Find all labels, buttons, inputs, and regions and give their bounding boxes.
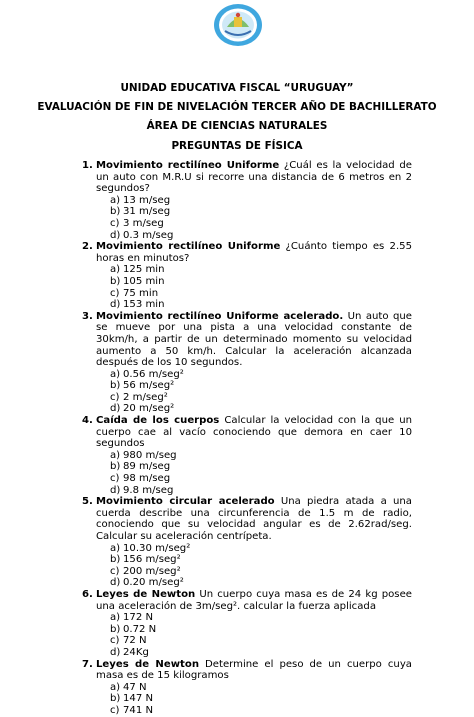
answer-option	[96, 369, 412, 381]
option-text: 72 N	[123, 635, 147, 647]
option-text: 980 m/seg	[123, 449, 177, 461]
answer-option	[96, 450, 412, 462]
question-text	[96, 241, 412, 264]
option-text: 200 m/seg²	[123, 565, 181, 577]
option-text: 3 m/seg	[123, 217, 164, 229]
area-title: ÁREA DE CIENCIAS NATURALES	[146, 120, 328, 132]
option-text: 20 m/seg²	[123, 403, 175, 415]
option-text: 75 min	[123, 287, 159, 299]
question-text	[96, 415, 412, 450]
question-topic: Movimiento rectilíneo Uniforme	[96, 160, 280, 171]
answer-option	[96, 485, 412, 497]
answer-options	[96, 612, 412, 658]
answer-option	[96, 543, 412, 555]
option-letter: b)	[110, 554, 121, 566]
answer-options	[96, 543, 412, 589]
option-letter: d)	[110, 577, 121, 589]
question-text	[96, 659, 412, 682]
question-topic: Movimiento rectilíneo Uniforme acelerado.	[96, 310, 344, 322]
option-text: 741 N	[123, 704, 154, 716]
answer-option	[96, 473, 412, 485]
option-letter: c)	[110, 217, 120, 229]
question-topic: Leyes de Newton	[96, 658, 199, 670]
option-text: 24Kg	[123, 646, 149, 658]
option-letter: b)	[110, 206, 121, 218]
answer-option	[96, 624, 412, 636]
option-text: 98 m/seg	[123, 473, 171, 485]
option-text: 153 min	[123, 299, 165, 311]
option-text: 0.20 m/seg²	[123, 577, 184, 589]
option-text: 47 N	[123, 681, 147, 693]
option-letter: c)	[110, 287, 120, 299]
question-item	[82, 415, 412, 496]
answer-option	[96, 206, 412, 218]
question-number: 5.	[82, 496, 93, 508]
option-letter: d)	[110, 646, 121, 658]
question-item	[82, 160, 412, 241]
question-item	[82, 241, 412, 311]
question-body: Un auto que se mueve por una pista a una velocidad constante de 30km/h, a partir de un determinado momento su velocidad aumento a 50 km/h. Calcular la aceleración alcanzada después de los 10 segundos.	[96, 310, 412, 369]
school-crest-logo-icon	[213, 3, 263, 47]
option-letter: d)	[110, 403, 121, 415]
answer-option	[96, 705, 412, 717]
option-text: 31 m/seg	[123, 206, 171, 218]
option-text: 0.72 N	[123, 623, 157, 635]
answer-option	[96, 635, 412, 647]
option-letter: c)	[110, 391, 120, 403]
option-text: 56 m/seg²	[123, 380, 175, 392]
question-number: 7.	[82, 658, 93, 670]
option-letter: b)	[110, 623, 121, 635]
question-list	[82, 160, 412, 717]
option-letter: a)	[110, 681, 121, 693]
answer-option	[96, 392, 412, 404]
question-body: ¿Cuánto tiempo es 2.55 horas en minutos?	[96, 241, 412, 264]
question-topic: Caída de los cuerpos	[96, 415, 220, 427]
question-text	[96, 589, 412, 612]
option-letter: a)	[110, 612, 121, 624]
question-body: Una piedra atada a una cuerda describe una circunferencia de 1.5 m de radio, conociendo que su velocidad angular es de 2.62rad/seg. Calcular su aceleración centrípeta.	[96, 496, 412, 542]
option-letter: b)	[110, 275, 121, 287]
option-letter: b)	[110, 461, 121, 473]
question-topic: Movimiento circular acelerado	[96, 496, 275, 508]
option-letter: b)	[110, 693, 121, 705]
answer-option	[96, 461, 412, 473]
option-letter: c)	[110, 473, 120, 485]
answer-option	[96, 554, 412, 566]
option-letter: a)	[110, 194, 121, 206]
question-number: 6.	[82, 588, 93, 600]
option-text: 0.3 m/seg	[123, 229, 174, 241]
question-item	[82, 589, 412, 659]
option-letter: d)	[110, 229, 121, 241]
answer-options	[96, 195, 412, 241]
answer-options	[96, 369, 412, 415]
question-topic: Movimiento rectilíneo Uniforme	[96, 241, 281, 253]
question-number: 1.	[82, 160, 93, 171]
school-name: UNIDAD EDUCATIVA FISCAL “URUGUAY”	[120, 82, 354, 94]
option-text: 10.30 m/seg²	[123, 542, 191, 554]
answer-option	[96, 403, 412, 415]
question-item	[82, 659, 412, 717]
option-text: 125 min	[123, 264, 165, 276]
option-text: 89 m/seg	[123, 461, 171, 473]
question-text	[96, 496, 412, 542]
answer-option	[96, 647, 412, 659]
option-letter: c)	[110, 635, 120, 647]
question-number: 3.	[82, 310, 93, 322]
answer-option	[96, 218, 412, 230]
option-letter: a)	[110, 368, 121, 380]
option-letter: d)	[110, 484, 121, 496]
answer-option	[96, 566, 412, 578]
subject-title: PREGUNTAS DE FÍSICA	[171, 140, 303, 152]
answer-option	[96, 264, 412, 276]
answer-options	[96, 450, 412, 496]
question-number: 4.	[82, 415, 93, 427]
question-body: Determine el peso de un cuerpo cuya masa es de 15 kilogramos	[96, 658, 412, 682]
option-letter: a)	[110, 542, 121, 554]
question-body: Un cuerpo cuya masa es de 24 kg posee una aceleración de 3m/seg². calcular la fuerza aplicada	[96, 588, 412, 612]
answer-option	[96, 230, 412, 242]
answer-option	[96, 693, 412, 705]
option-letter: a)	[110, 264, 121, 276]
option-text: 9.8 m/seg	[123, 484, 174, 496]
question-body: ¿Cuál es la velocidad de un auto con M.R.U si recorre una distancia de 6 metros en 2 segundos?	[96, 160, 412, 195]
answer-option	[96, 577, 412, 589]
question-body: Calcular la velocidad con la que un cuerpo cae al vacío conociendo que demora en caer 10 segundos	[96, 415, 412, 450]
option-letter: b)	[110, 380, 121, 392]
option-text: 105 min	[123, 275, 165, 287]
option-letter: d)	[110, 299, 121, 311]
option-text: 156 m/seg²	[123, 554, 181, 566]
question-number: 2.	[82, 241, 93, 253]
exam-title: EVALUACIÓN DE FIN DE NIVELACIÓN TERCER AÑO DE BACHILLERATO	[37, 101, 437, 113]
answer-option	[96, 195, 412, 207]
option-letter: a)	[110, 449, 121, 461]
option-text: 147 N	[123, 693, 154, 705]
answer-option	[96, 380, 412, 392]
question-item	[82, 311, 412, 415]
answer-option	[96, 299, 412, 311]
question-text	[96, 311, 412, 369]
question-text	[96, 160, 412, 195]
option-text: 2 m/seg²	[123, 391, 168, 403]
answer-option	[96, 276, 412, 288]
answer-option	[96, 682, 412, 694]
answer-option	[96, 288, 412, 300]
option-text: 13 m/seg	[123, 194, 171, 206]
answer-options	[96, 264, 412, 310]
answer-option	[96, 612, 412, 624]
option-text: 172 N	[123, 612, 154, 624]
option-letter: c)	[110, 704, 120, 716]
option-text: 0.56 m/seg²	[123, 368, 184, 380]
question-topic: Leyes de Newton	[96, 588, 196, 600]
answer-options	[96, 682, 412, 717]
option-letter: c)	[110, 565, 120, 577]
question-item	[82, 496, 412, 589]
